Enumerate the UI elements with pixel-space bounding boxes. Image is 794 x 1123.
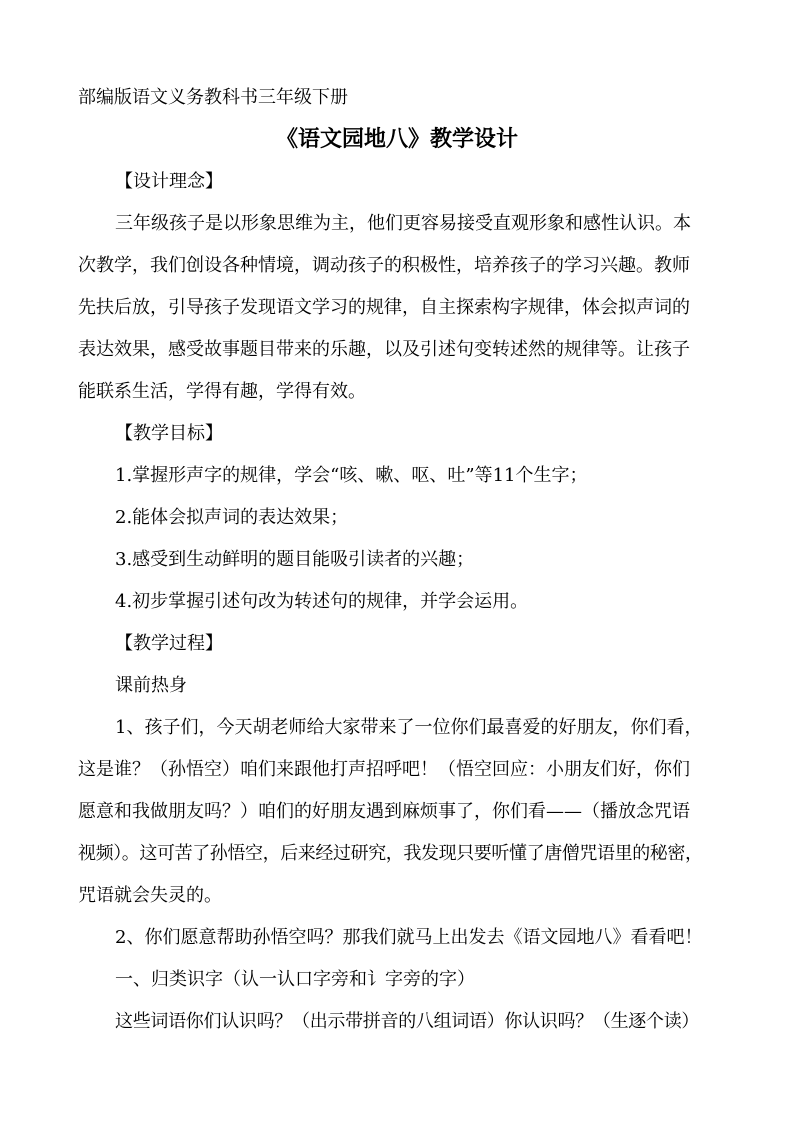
- document-title: 《语文园地八》教学设计: [275, 126, 518, 152]
- goal-item: 4.初步掌握引述句改为转述句的规律，并学会运用。: [115, 591, 529, 612]
- paragraph-line: 这是谁？（孙悟空）咱们来跟他打声招呼吧！（悟空回应：小朋友们好，你们: [78, 759, 690, 780]
- paragraph-line: 2、你们愿意帮助孙悟空吗？那我们就马上出发去《语文园地八》看看吧！: [115, 927, 703, 948]
- subheading-part1: 一、归类识字（认一认口字旁和讠字旁的字）: [115, 969, 475, 990]
- paragraph-line: 次教学，我们创设各种情境，调动孩子的积极性，培养孩子的学习兴趣。教师: [78, 255, 690, 276]
- section-heading-design-concept: 【设计理念】: [115, 171, 223, 192]
- paragraph-line: 愿意和我做朋友吗？）咱们的好朋友遇到麻烦事了，你们看——（播放念咒语: [78, 801, 690, 822]
- paragraph-line: 1、孩子们，今天胡老师给大家带来了一位你们最喜爱的好朋友，你们看，: [115, 717, 703, 738]
- goal-item: 3.感受到生动鲜明的题目能吸引读者的兴趣；: [115, 549, 475, 570]
- subheading-warmup: 课前热身: [115, 675, 187, 696]
- document-header: 部编版语文义务教科书三年级下册: [78, 87, 348, 108]
- section-heading-teaching-process: 【教学过程】: [115, 633, 223, 654]
- paragraph-line: 先扶后放，引导孩子发现语文学习的规律，自主探索构字规律，体会拟声词的: [78, 297, 690, 318]
- paragraph-line: 表达效果，感受故事题目带来的乐趣，以及引述句变转述然的规律等。让孩子: [78, 339, 690, 360]
- paragraph-line: 视频）。这可苦了孙悟空，后来经过研究，我发现只要听懂了唐僧咒语里的秘密，: [78, 843, 703, 864]
- paragraph-line: 这些词语你们认识吗？（出示带拼音的八组词语）你认识吗？（生逐个读）: [115, 1011, 700, 1032]
- section-heading-teaching-goals: 【教学目标】: [115, 423, 223, 444]
- goal-item: 1.掌握形声字的规律，学会“咳、嗽、呕、吐”等11个生字；: [115, 465, 588, 486]
- paragraph-line: 咒语就会失灵的。: [78, 885, 222, 906]
- paragraph-line: 能联系生活，学得有趣，学得有效。: [78, 381, 366, 402]
- paragraph-line: 三年级孩子是以形象思维为主，他们更容易接受直观形象和感性认识。本: [115, 213, 691, 234]
- goal-item: 2.能体会拟声词的表达效果；: [115, 507, 349, 528]
